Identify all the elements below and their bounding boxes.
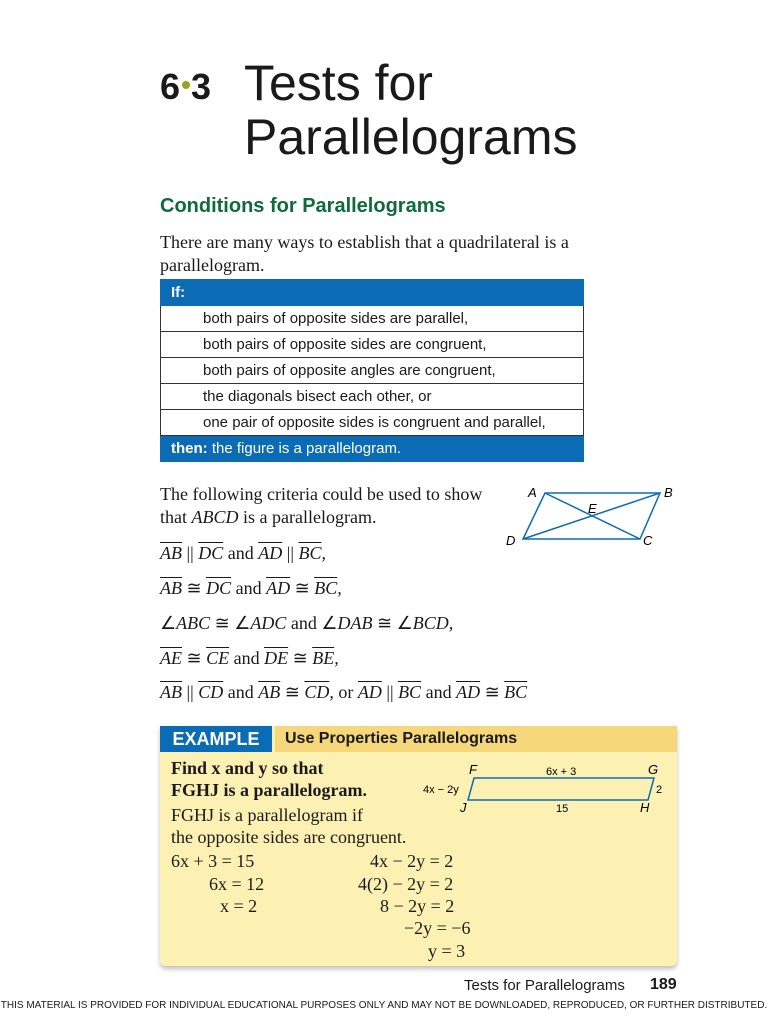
vertex-a-label: A xyxy=(528,485,537,500)
right-step-2: 4(2) − 2y = 2 xyxy=(358,874,454,894)
side-jh-label: 15 xyxy=(556,803,569,815)
parallelogram-shape xyxy=(468,778,654,800)
left-step-3: x = 2 xyxy=(220,896,258,916)
criterion-bisecting-diagonals: $\overline{AE}$ ≅ $\overline{CE}$ and $\overline{DE}$ ≅ $\overline{BE}$, xyxy=(160,648,339,668)
table-row xyxy=(161,410,584,436)
example-label: EXAMPLE xyxy=(160,726,272,752)
and-word: and xyxy=(233,648,260,668)
left-step-2: 6x = 12 xyxy=(209,874,265,894)
criterion-one-pair: $\overline{AB}$ || $\overline{CD}$ and $\overline{AB}$ ≅ $\overline{CD}$, or $\overline{AD}$ || $\overline{BC}$ and $\overline{AD}$ ≅ $\overline{BC}$ xyxy=(160,682,528,702)
center-e-label: E xyxy=(588,501,597,516)
example-title: Use Properties Parallelograms xyxy=(275,726,677,752)
lesson-dot-icon xyxy=(182,81,190,89)
page-number: 189 xyxy=(650,976,677,993)
vertex-d-label: D xyxy=(506,533,516,548)
and-word: and xyxy=(290,613,317,633)
vertex-c-label: C xyxy=(643,533,653,548)
condition-cell: both pairs of opposite sides are parallel, xyxy=(161,306,584,332)
criteria-intro-text-2: is a parallelogram. xyxy=(238,507,377,527)
criteria-intro-var: ABCD xyxy=(191,507,239,527)
section-heading: Conditions for Parallelograms xyxy=(160,195,446,217)
then-text: the figure is a parallelogram. xyxy=(207,440,402,457)
criteria-intro xyxy=(160,483,500,529)
and-word: and xyxy=(235,578,262,598)
right-step-3: 8 − 2y = 2 xyxy=(380,896,455,916)
right-step-1: 4x − 2y = 2 xyxy=(370,851,454,871)
and-word: and xyxy=(425,682,452,702)
example-explain-line-2: the opposite sides are congruent. xyxy=(171,827,407,847)
table-row xyxy=(161,306,584,332)
condition-cell: one pair of opposite sides is congruent and parallel, xyxy=(161,410,584,436)
table-row xyxy=(161,332,584,358)
example-prompt-line-2: FGHJ is a parallelogram. xyxy=(171,780,367,800)
vertex-g-label: G xyxy=(648,762,659,777)
example-explain-line-1: FGHJ is a parallelogram if xyxy=(171,805,363,825)
criterion-congruent-sides: $\overline{AB}$ ≅ $\overline{DC}$ and $\overline{AD}$ ≅ $\overline{BC}$, xyxy=(160,578,342,598)
side-gh-label: 2 xyxy=(656,784,663,796)
side-fj-label: 4x − 2y xyxy=(423,784,459,796)
left-step-1: 6x + 3 = 15 xyxy=(171,851,255,871)
page-title xyxy=(244,56,577,164)
lesson-minor: 3 xyxy=(191,66,213,107)
footer-title: Tests for Parallelograms xyxy=(464,977,625,994)
title-line-2: Parallelograms xyxy=(244,109,578,165)
vertex-b-label: B xyxy=(664,485,673,500)
criterion-congruent-angles: ∠ABC ≅ ∠ADC and ∠DAB ≅ ∠BCD, xyxy=(160,613,454,633)
disclaimer: THIS MATERIAL IS PROVIDED FOR INDIVIDUAL EDUCATIONAL PURPOSES ONLY AND MAY NOT BE DOWNLOADED, REPRODUCED, OR FURTHER DISTRIBUTED. xyxy=(0,1000,768,1011)
criteria-intro-text: The following criteria could be used to show that xyxy=(160,484,483,527)
if-label: If: xyxy=(161,280,584,306)
condition-cell: the diagonals bisect each other, or xyxy=(161,384,584,410)
side-fg-label: 6x + 3 xyxy=(546,766,577,778)
section-intro: There are many ways to establish that a quadrilateral is a parallelogram. xyxy=(160,232,569,275)
condition-cell: both pairs of opposite sides are congruent, xyxy=(161,332,584,358)
right-step-4: −2y = −6 xyxy=(404,918,471,938)
right-step-5: y = 3 xyxy=(428,941,466,961)
diagonal-bd xyxy=(523,493,660,539)
example-prompt-line-1: Find x and y so that xyxy=(171,758,324,778)
or-word: or xyxy=(338,682,354,702)
then-cell xyxy=(161,436,584,462)
and-word: and xyxy=(227,543,254,563)
vertex-h-label: H xyxy=(640,800,650,815)
lesson-number xyxy=(160,66,212,108)
vertex-j-label: J xyxy=(460,800,467,815)
lesson-major: 6 xyxy=(160,66,182,107)
parallelogram-abcd-diagram xyxy=(500,482,690,552)
vertex-f-label: F xyxy=(469,762,477,777)
table-header-row xyxy=(161,280,584,306)
conditions-table xyxy=(160,279,584,462)
parallelogram-fghj-diagram xyxy=(420,762,670,816)
then-label: then: xyxy=(171,440,208,457)
and-word: and xyxy=(227,682,254,702)
table-footer-row xyxy=(161,436,584,462)
table-row xyxy=(161,358,584,384)
title-line-1: Tests for xyxy=(244,55,433,111)
condition-cell: both pairs of opposite angles are congruent, xyxy=(161,358,584,384)
table-row xyxy=(161,384,584,410)
criterion-parallel-sides: $\overline{AB}$ || $\overline{DC}$ and $\overline{AD}$ || $\overline{BC}$, xyxy=(160,543,326,563)
